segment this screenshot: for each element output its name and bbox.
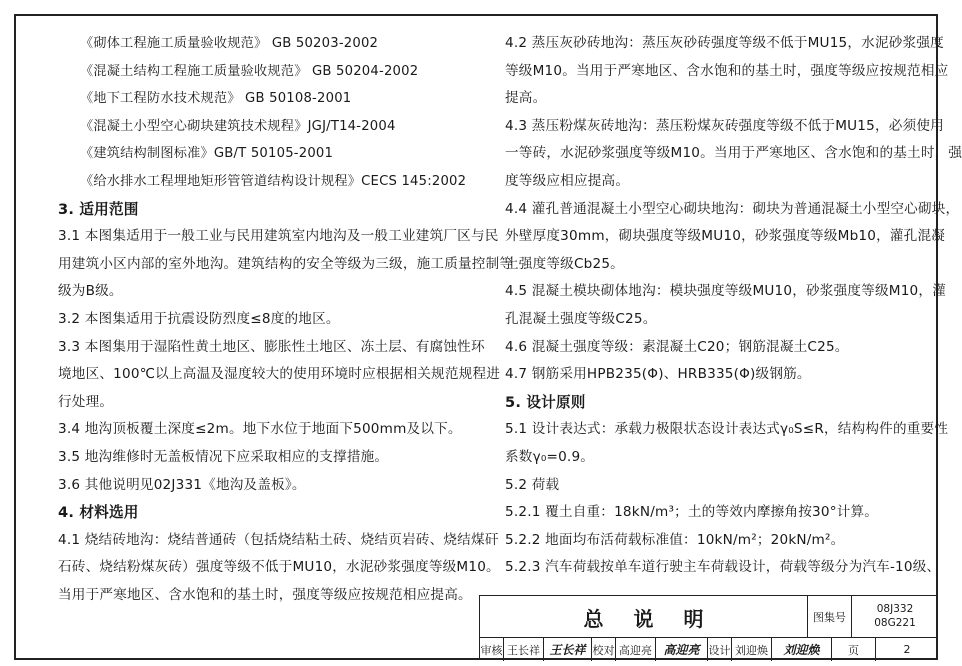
text-line: 3.1 本图集适用于一般工业与民用建筑室内地沟及一般工业建筑厂区与民: [58, 228, 499, 245]
section-heading: 4. 材料选用: [58, 504, 139, 522]
reference-line: 《混凝土结构工程施工质量验收规范》 GB 50204-2002: [80, 63, 419, 79]
text-line: 4.3 蒸压粉煤灰砖地沟：蒸压粉煤灰砖强度等级不低于MU15，必须使用: [505, 117, 944, 134]
text-line: 5.1 设计表达式：承载力极限状态设计表达式γ₀S≤R，结构构件的重要性: [505, 421, 949, 438]
right-text-column: [505, 30, 962, 582]
text-line: 系数γ₀=0.9。: [505, 448, 595, 465]
reference-line: 《建筑结构制图标准》GB/T 50105-2001: [80, 146, 334, 162]
text-line: 当用于严寒地区、含水饱和的基土时，强度等级应按规范相应提高。: [58, 586, 472, 603]
review-label: 审核: [480, 638, 504, 661]
text-line: 3.2 本图集适用于抗震设防烈度≤8度的地区。: [58, 310, 340, 327]
text-line: 5.2.3 汽车荷载按单车道行驶主车荷载设计，荷载等级分为汽车-10级、: [505, 559, 941, 576]
text-line: 孔混凝土强度等级C25。: [505, 310, 657, 327]
text-line: 4.1 烧结砖地沟：烧结普通砖（包括烧结粘土砖、烧结页岩砖、烧结煤矸: [58, 531, 499, 548]
text-line: 行处理。: [58, 393, 114, 410]
text-line: 4.7 钢筋采用HPB235(Φ)、HRB335(Φ)级钢筋。: [505, 366, 811, 383]
reviewer-name: 王长祥: [504, 638, 544, 661]
text-line: 3.3 本图集用于湿陷性黄土地区、膨胀性土地区、冻土层、有腐蚀性环: [58, 338, 485, 355]
check-label: 校对: [592, 638, 616, 661]
designer-name: 刘迎焕: [732, 638, 772, 661]
design-label: 设计: [708, 638, 732, 661]
left-text-column: [58, 30, 514, 609]
drawing-title: 总说明: [480, 596, 808, 638]
text-line: 外壁厚度30mm，砌块强度等级MU10，砂浆强度等级Mb10，灌孔混凝: [505, 228, 946, 245]
text-line: 5.2 荷载: [505, 476, 560, 493]
page-number: 2: [903, 643, 911, 656]
text-line: 3.5 地沟维修时无盖板情况下应采取相应的支撑措施。: [58, 448, 389, 465]
atlas-number-structure: 08G221: [874, 617, 916, 629]
reference-line: 《砌体工程施工质量验收规范》 GB 50203-2002: [80, 36, 379, 51]
checker-name: 高迎亮: [616, 638, 656, 661]
text-line: 5.2.1 覆土自重：18kN/m³；土的等效内摩擦角按30°计算。: [505, 504, 879, 521]
designer-signature: 刘迎焕: [772, 638, 832, 661]
reviewer-signature: 王长祥: [544, 638, 592, 661]
text-line: 土强度等级Cb25。: [505, 255, 624, 272]
text-line: 3.6 其他说明见02J331《地沟及盖板》。: [58, 476, 306, 493]
text-line: 4.4 灌孔普通混凝土小型空心砌块地沟：砌块为普通混凝土小型空心砌块，: [505, 200, 960, 217]
text-line: 一等砖，水泥砂浆强度等级M10。当用于严寒地区、含水饱和的基土时，强: [505, 145, 962, 162]
atlas-number: [852, 599, 938, 635]
section-heading: 5. 设计原则: [505, 393, 586, 411]
reference-line: 《地下工程防水技术规范》 GB 50108-2001: [80, 91, 352, 107]
text-line: 3.4 地沟顶板覆土深度≤2m。地下水位于地面下500mm及以下。: [58, 421, 462, 438]
text-line: 4.6 混凝土强度等级：素混凝土C20；钢筋混凝土C25。: [505, 338, 849, 355]
text-line: 石砖、烧结粉煤灰砖）强度等级不低于MU10，水泥砂浆强度等级M10。: [58, 559, 500, 576]
text-line: 用建筑小区内部的室外地沟。建筑结构的安全等级为三级，施工质量控制等: [58, 255, 514, 272]
title-block: [479, 595, 938, 660]
section-heading: 3. 适用范围: [58, 200, 139, 218]
text-line: 4.2 蒸压灰砂砖地沟：蒸压灰砂砖强度等级不低于MU15，水泥砂浆强度: [505, 35, 944, 51]
text-line: 5.2.2 地面均布活荷载标准值：10kN/m²；20kN/m²。: [505, 531, 845, 548]
text-line: 等级M10。当用于严寒地区、含水饱和的基土时，强度等级应按规范相应: [505, 62, 949, 79]
text-line: 度等级应相应提高。: [505, 172, 630, 189]
page-label: 页: [832, 638, 876, 661]
text-line: 4.5 混凝土模块砌体地沟：模块强度等级MU10，砂浆强度等级M10，灌: [505, 283, 946, 300]
text-line: 提高。: [505, 90, 547, 107]
text-line: 级为B级。: [58, 283, 123, 300]
atlas-number-architecture: 08J332: [876, 603, 914, 615]
atlas-number-label: 图集号: [808, 596, 852, 638]
checker-signature: 高迎亮: [656, 638, 708, 661]
reference-line: 《混凝土小型空心砌块建筑技术规程》JGJ/T14-2004: [80, 118, 396, 134]
text-line: 境地区、100℃以上高温及湿度较大的使用环境时应根据相关规范规程进: [58, 366, 501, 383]
reference-line: 《给水排水工程埋地矩形管管道结构设计规程》CECS 145:2002: [80, 173, 467, 189]
